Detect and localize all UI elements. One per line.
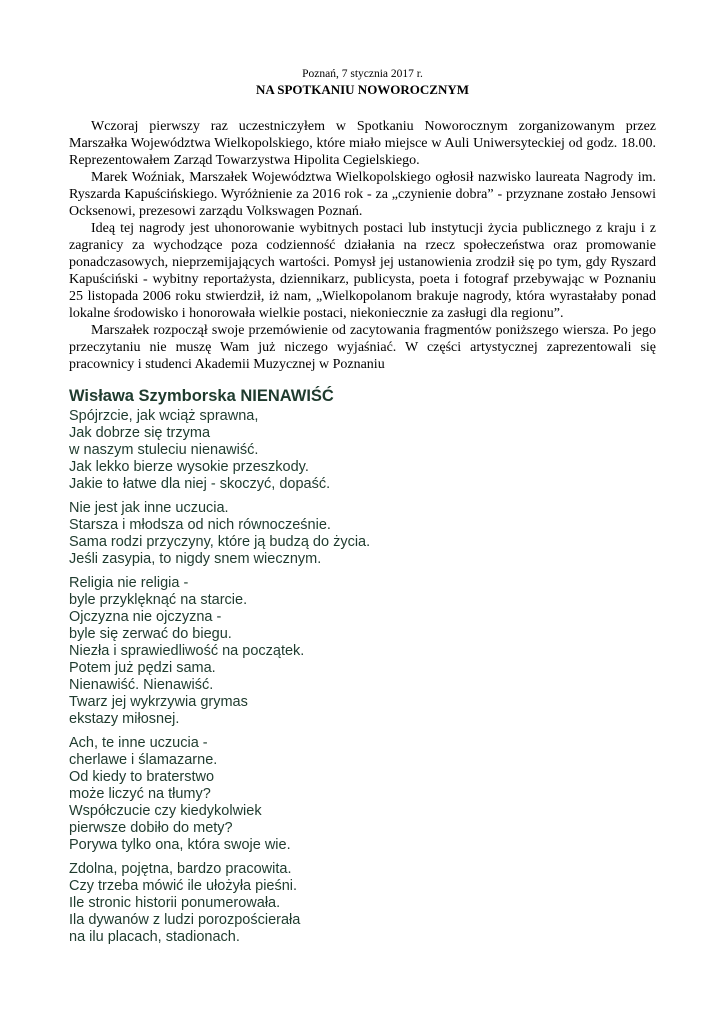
poem-line: Jak lekko bierze wysokie przeszkody. [69, 459, 309, 475]
poem-line: w naszym stuleciu nienawiść. [69, 442, 259, 458]
poem-line: Niezła i sprawiedliwość na początek. [69, 643, 305, 659]
poem-line: na ilu placach, stadionach. [69, 929, 240, 945]
poem-line: Ila dywanów z ludzi porozpościerała [69, 912, 301, 928]
poem-line: może liczyć na tłumy? [69, 786, 211, 802]
poem-line: Potem już pędzi sama. [69, 660, 216, 676]
poem-line: Jak dobrze się trzyma [69, 425, 211, 441]
poem-line: Ach, te inne uczucia - [69, 735, 208, 751]
poem-line: byle się zerwać do biegu. [69, 626, 232, 642]
poem-line: byle przyklęknąć na starcie. [69, 592, 248, 608]
poem-line: Starsza i młodsza od nich równocześnie. [69, 517, 331, 533]
poem-line: pierwsze dobiło do mety? [69, 820, 233, 836]
poem-stanza [69, 861, 656, 946]
poem-line: Jeśli zasypia, to nigdy snem wiecznym. [69, 551, 322, 567]
poem-line: Porywa tylko ona, która swoje wie. [69, 837, 291, 853]
poem-line: Ile stronic historii ponumerowała. [69, 895, 281, 911]
poem-line: Współczucie czy kiedykolwiek [69, 803, 262, 819]
poem-stanza [69, 408, 656, 493]
dateline: Poznań, 7 stycznia 2017 r. [302, 68, 423, 80]
poem-stanza [69, 575, 656, 728]
poem-line: Nie jest jak inne uczucia. [69, 500, 229, 516]
poem-line: Ojczyzna nie ojczyzna - [69, 609, 222, 625]
poem-line: Od kiedy to braterstwo [69, 769, 215, 785]
poem-line: Sama rodzi przyczyny, które ją budzą do życia. [69, 534, 371, 550]
paragraph: Marszałek rozpoczął swoje przemówienie od zacytowania fragmentów poniższego wiersza. Po jego przeczytaniu nie muszę Wam już niczego wyjaśniać. W części artystycznej zaprezentowali się pracownicy i studenci Akademii Muzycznej w Poznaniu [69, 323, 656, 372]
poem-stanza [69, 500, 656, 568]
paragraph: Marek Woźniak, Marszałek Województwa Wielkopolskiego ogłosił nazwisko laureata Nagrody im. Ryszarda Kapuścińskiego. Wyróżnienie za 2016 rok - za „czynienie dobra” - przyznane zostało Jensowi Ocksenowi, prezesowi zarządu Volkswagen Poznań. [69, 170, 656, 219]
article-title: NA SPOTKANIU NOWOROCZNYM [255, 82, 470, 97]
poem-line: Nienawiść. Nienawiść. [69, 677, 214, 693]
poem-stanza [69, 735, 656, 854]
paragraph: Ideą tej nagrody jest uhonorowanie wybitnych postaci lub instytucji życia publicznego z kraju i z zagranicy za wychodzące poza codzienność działania na rzecz społeczeństwa oraz promowanie ponadczasowych, nieprzemijających wartości. Pomysł jej ustanowienia zrodził się po tym, gdy Ryszard Kapuściński - wybitny reportażysta, dziennikarz, publicysta, poeta i fotograf przebywając w Poznaniu 25 listopada 2006 roku stwierdził, iż nam, „Wielkopolanom brakuje nagrody, która wyrastałaby ponad lokalne środowisko i honorowała wielkie postaci, niekoniecznie za zasługi dla regionu”. [69, 221, 656, 321]
poem-line: ekstazy miłosnej. [69, 711, 180, 727]
poem-line: Zdolna, pojętna, bardzo pracowita. [69, 861, 292, 877]
poem-line: Czy trzeba mówić ile ułożyła pieśni. [69, 878, 298, 894]
poem-line: Twarz jej wykrzywia grymas [69, 694, 248, 710]
paragraph: Wczoraj pierwszy raz uczestniczyłem w Spotkaniu Noworocznym zorganizowanym przez Marszałka Województwa Wielkopolskiego, które miało miejsce w Auli Uniwersyteckiej od godz. 18.00. Reprezentowałem Zarząd Towarzystwa Hipolita Cegielskiego. [69, 119, 656, 168]
poem-line: Spójrzcie, jak wciąż sprawna, [69, 408, 259, 424]
poem-line: cherlawe i ślamazarne. [69, 752, 218, 768]
poem-title: Wisława Szymborska NIENAWIŚĆ [69, 387, 334, 405]
poem [69, 386, 656, 953]
poem-line: Religia nie religia - [69, 575, 189, 591]
article-body [69, 118, 656, 373]
poem-line: Jakie to łatwe dla niej - skoczyć, dopaść. [69, 476, 331, 492]
